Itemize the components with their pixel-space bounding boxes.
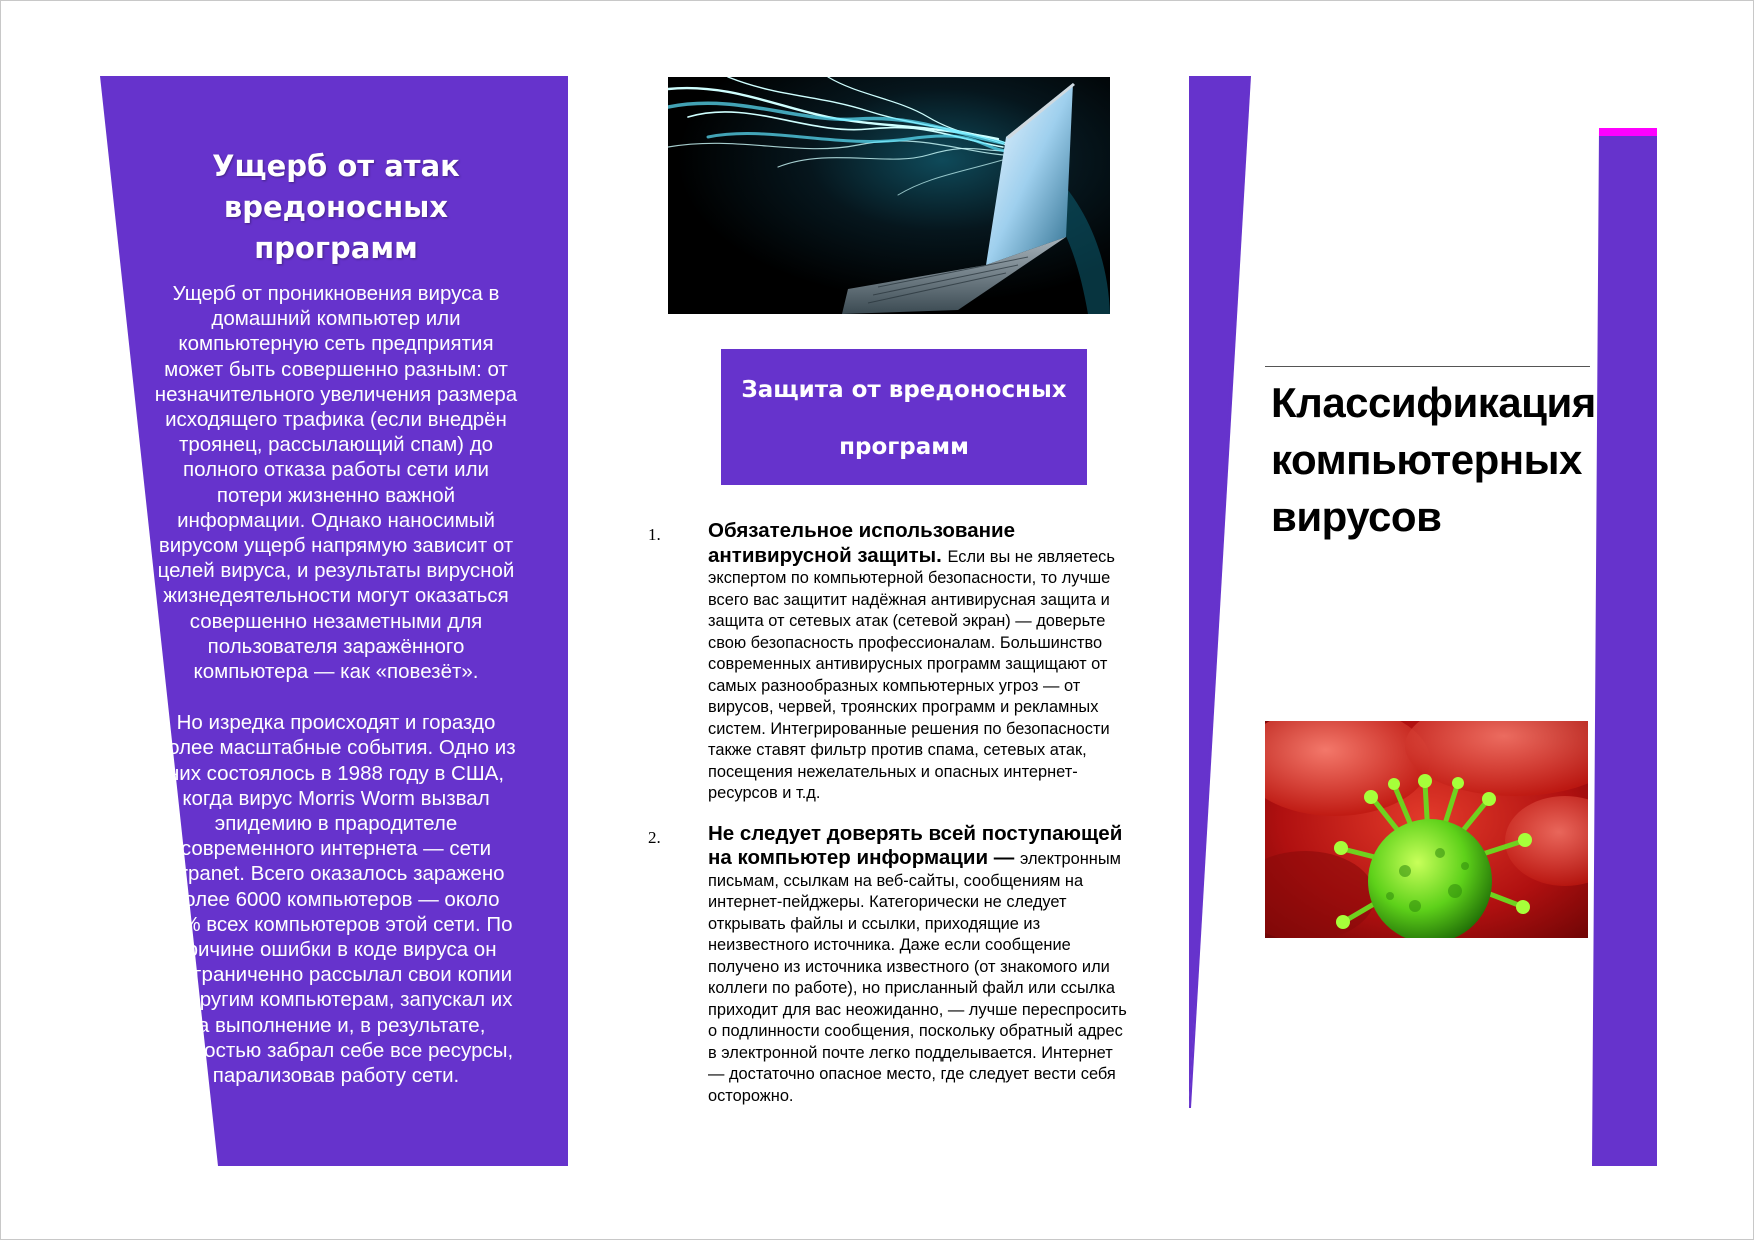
middle-header-line-1: Защита от вредоносных	[741, 377, 1067, 403]
left-panel-content	[150, 146, 522, 1088]
laptop-lightning-image	[668, 77, 1110, 314]
left-panel	[100, 76, 568, 1166]
list-item-text: Если вы не являетесь экспертом по компьютерной безопасности, то лучше всего вас защитит надёжная антивирусная защита и защита от сетевых атак (сетевой экран) — доверьте свою безопасность профессионалам. Большинство современных антивирусных программ защищают от самых разнообразных компьютерных угроз — от вирусов, червей, троянских программ и рекламных систем. Интегрированные решения по безопасности также ставят фильтр против спама, сетевых атак, посещения нежелательных и опасных интернет-ресурсов и т.д.	[708, 547, 1115, 802]
list-item-lead: Не следует доверять всей поступающей на компьютер информации —	[708, 821, 1123, 869]
left-panel-title: Ущерб от атак вредоносных программ	[212, 149, 460, 265]
list-item-body	[708, 822, 1133, 1108]
list-item	[648, 822, 1133, 1108]
list-item-number: 1.	[648, 525, 661, 544]
list-item	[648, 519, 1133, 805]
title-divider	[1265, 366, 1590, 367]
list-item-lead: Обязательное использование антивирусной защиты.	[708, 519, 1016, 567]
middle-section-header	[721, 349, 1087, 485]
left-panel-paragraph-1: Ущерб от проникновения вируса в домашний компьютер или компьютерную сеть предприятия может быть совершенно разным: от незначительного увеличения размера исходящего трафика (если внедрён троянец, рассылающий спам) до полного отказа работы сети или потери жизненно важной информации. Однако наносимый вирусом ущерб напрямую зависит от целей вируса, и результаты вирусной жизнедеятельности могут оказаться совершенно незаметными для пользователя заражённого компьютера — как «повезёт».	[154, 282, 518, 684]
left-panel-paragraph-2: Но изредка происходят и гораздо более масштабные события. Одно из них состоялось в 1988 году в США, когда вирус Morris Worm вызвал эпидемию в прародителе современного интернета — сети Arpanet. Всего оказалось заражено более 6000 компьютеров — около 10% всех компьютеров этой сети. По причине ошибки в коде вируса он неограниченно рассылал свои копии по другим компьютерам, запускал их на выполнение и, в результате, полностью забрал себе все ресурсы, парализовав работу сети.	[156, 711, 516, 1088]
brochure-title: Классификация компьютерных вирусов	[1271, 379, 1596, 540]
list-item-number: 2.	[648, 827, 661, 847]
list-item-body	[708, 519, 1133, 805]
middle-header-line-2: программ	[839, 434, 969, 460]
virus-image	[1265, 721, 1588, 938]
right-panel	[1189, 76, 1657, 1166]
right-panel-background	[1189, 76, 1657, 1166]
protection-list	[648, 519, 1133, 1124]
list-item-text: электронным письмам, ссылкам на веб-сайты, сообщениям на интернет-пейджеры. Категорически не следует открывать файлы и ссылки, приходящие из неизвестного источника. Даже если сообщение получено из источника известного (от знакомого или коллеги по работе), но присланный файл или ссылка приходит для вас неожиданно, — лучше переспросить о подлинности сообщения, поскольку обратный адрес в электронной почте легко подделывается. Интернет — достаточно опасное место, где следует вести себя осторожно.	[708, 850, 1127, 1105]
